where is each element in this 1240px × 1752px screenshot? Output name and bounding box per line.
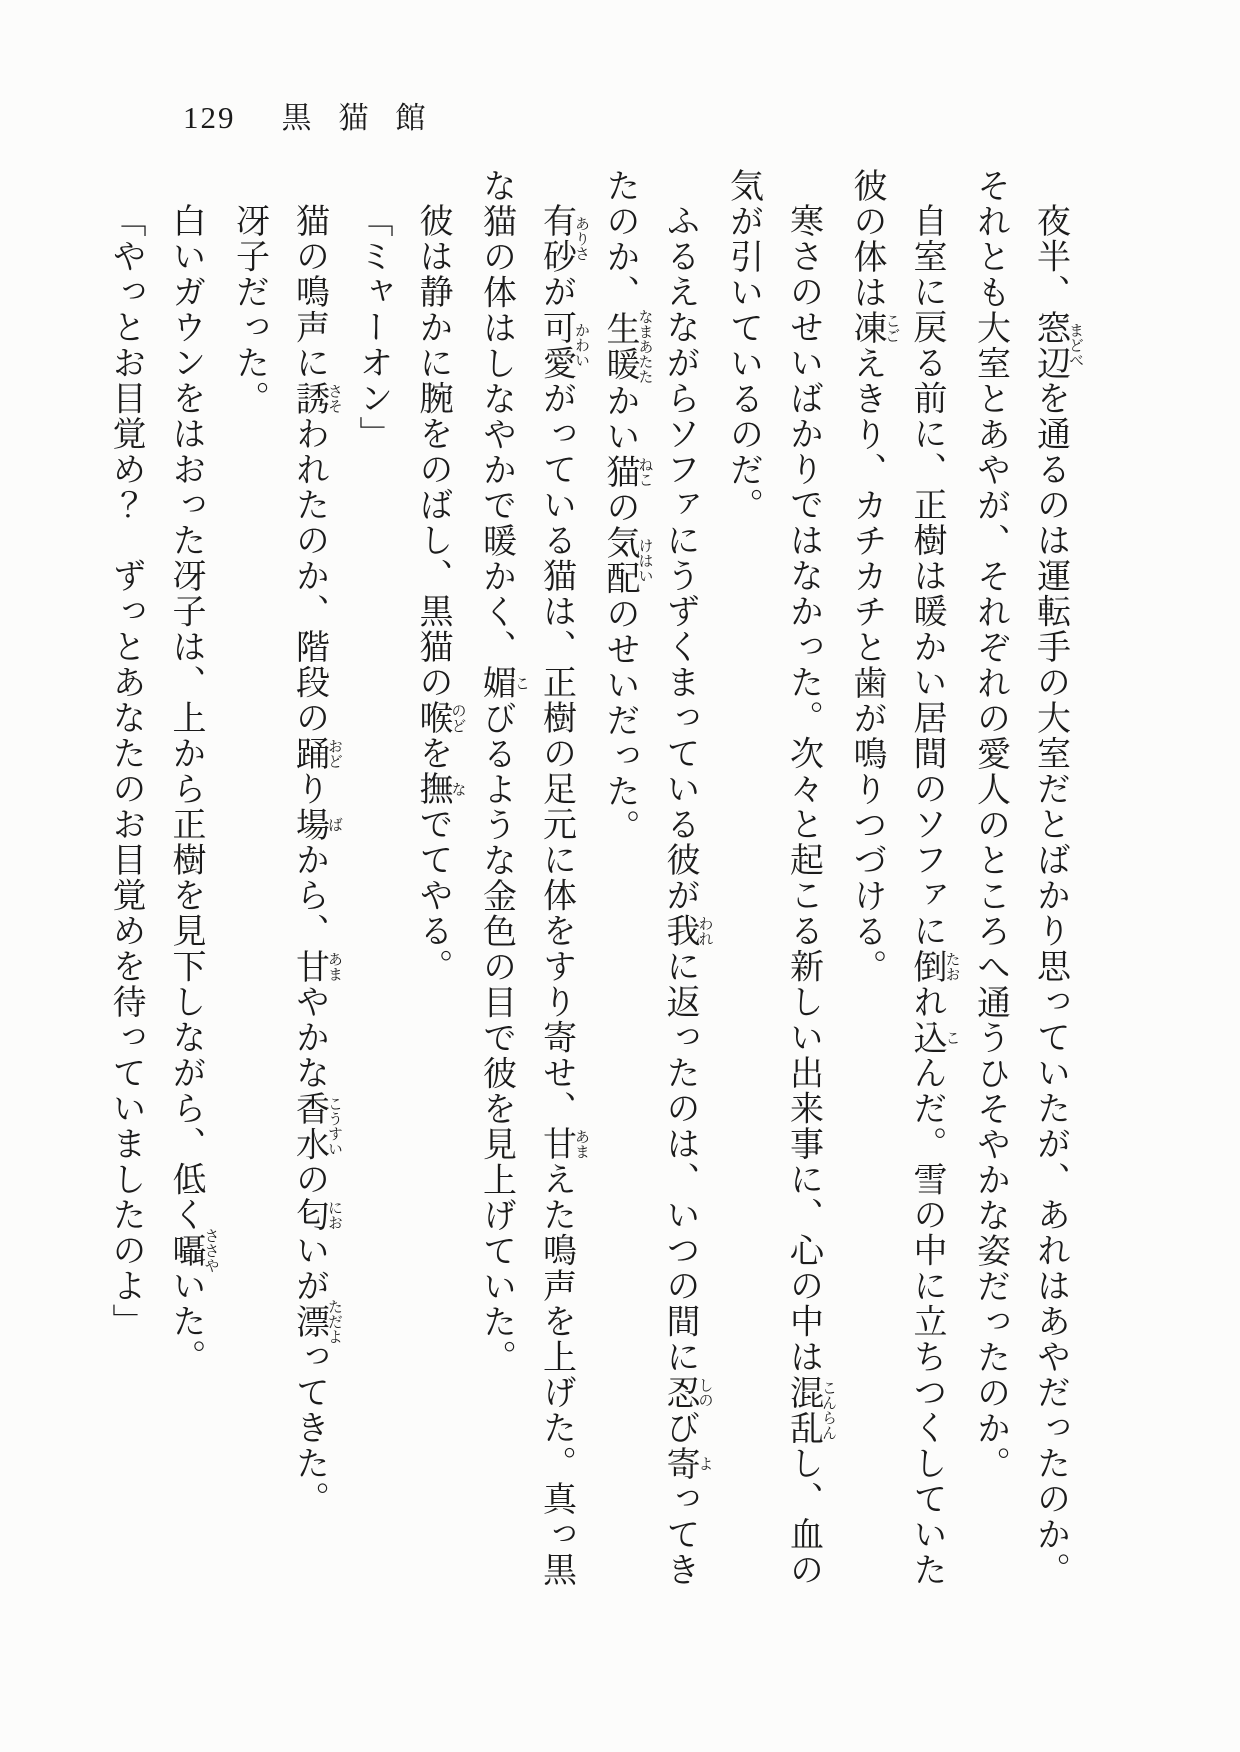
paragraph: 白いガウンをはおった冴子は、上から正樹を見下しながら、低く囁ささやいた。 xyxy=(167,203,219,1375)
paragraph: 夜半、窓辺まどべを通るのは運転手の大室だとばかり思っていたが、あれはあやだったのか。それとも大室とあやが、それぞれの愛人のところへ通うひそやかな姿だったのか。 xyxy=(971,168,1083,1588)
furigana-annotated-text: 窓辺まどべ xyxy=(1031,309,1083,381)
page-header xyxy=(183,93,453,137)
furigana: かわい xyxy=(573,309,589,381)
furigana-annotated-text: 甘あま xyxy=(290,948,342,984)
furigana-annotated-text: 媚こ xyxy=(477,665,529,701)
furigana-annotated-text: 倒たお xyxy=(908,948,960,984)
furigana: こ xyxy=(513,665,529,701)
furigana: あま xyxy=(573,1126,589,1162)
furigana: ささや xyxy=(202,1227,219,1273)
furigana-annotated-text: 漂ただよ xyxy=(290,1298,342,1344)
furigana-annotated-text: 撫な xyxy=(414,771,466,807)
paragraph: 彼は静かに腕をのばし、黒猫の喉のどを撫なでてやる。 xyxy=(414,203,466,984)
furigana-annotated-text: 有砂ありさ xyxy=(537,203,589,274)
furigana-annotated-text: 誘さそ xyxy=(290,380,342,416)
furigana-annotated-text: 凍こご xyxy=(848,310,900,346)
furigana-annotated-text: 喉のど xyxy=(414,700,466,736)
furigana-annotated-text: 生暖なまあたた xyxy=(601,309,653,384)
paragraph: 自室に戻る前に、正樹は暖かい居間のソファに倒たおれ込こんだ。雪の中に立ちつくしていた彼の体は凍こごえきり、カチカチと歯が鳴りつづける。 xyxy=(848,168,960,1588)
furigana: こんらん xyxy=(820,1374,836,1446)
furigana-annotated-text: 囁ささや xyxy=(167,1227,219,1273)
furigana-annotated-text: 忍しの xyxy=(661,1374,713,1410)
furigana: こご xyxy=(883,310,900,346)
paragraph: 寒さのせいばかりではなかった。次々と起こる新しい出来事に、心の中は混乱こんらんし、血の気が引いているのだ。 xyxy=(724,168,836,1588)
furigana: こうすい xyxy=(326,1090,342,1162)
paragraph: 猫の鳴声に誘さそわれたのか、階段の踊おどり場ばから、甘あまやかな香水こうすいの匂においが漂ただよってきた。 xyxy=(290,203,342,1517)
furigana-annotated-text: 寄よ xyxy=(661,1445,713,1481)
paragraph: ふるえながらソファにうずくまっている彼が我われに返ったのは、いつの間に忍しのび寄よってきたのか、生暖なまあたたかい猫ねこの気配けはいのせいだった。 xyxy=(601,168,713,1588)
furigana: けはい xyxy=(636,525,653,596)
furigana: さそ xyxy=(326,380,342,416)
running-title: 黒猫館 xyxy=(281,102,453,135)
furigana: まどべ xyxy=(1067,309,1083,381)
furigana: よ xyxy=(696,1445,713,1481)
furigana: ただよ xyxy=(326,1298,342,1344)
furigana-annotated-text: 可愛かわい xyxy=(537,309,589,381)
furigana: おど xyxy=(326,735,342,771)
furigana-annotated-text: 混乱こんらん xyxy=(784,1374,836,1446)
furigana-annotated-text: 我われ xyxy=(661,913,713,949)
furigana-annotated-text: 猫ねこ xyxy=(601,454,653,490)
furigana-annotated-text: 込こ xyxy=(908,1019,960,1055)
furigana-annotated-text: 匂にお xyxy=(290,1197,342,1233)
furigana-annotated-text: 香水こうすい xyxy=(290,1090,342,1162)
paragraph: 「ミャーオン」 xyxy=(354,203,391,452)
furigana: ば xyxy=(326,806,342,842)
paragraph: 冴子だった。 xyxy=(230,203,268,416)
furigana: たお xyxy=(943,948,960,984)
furigana: にお xyxy=(326,1197,342,1233)
furigana: な xyxy=(449,771,466,807)
furigana: のど xyxy=(449,700,466,736)
paragraph: 「やっとお目覚め？ ずっとあなたのお目覚めを待っていましたのよ」 xyxy=(107,203,144,1339)
page-number: 129 xyxy=(183,100,236,135)
furigana: ありさ xyxy=(573,203,589,274)
furigana-annotated-text: 踊おど xyxy=(290,735,342,771)
furigana: しの xyxy=(696,1374,713,1410)
body-text xyxy=(107,168,1083,1604)
paragraph: 有砂ありさが可愛かわいがっている猫は、正樹の足元に体をすり寄せ、甘あまえた鳴声を上げた。真っ黒な猫の体はしなやかで暖かく、媚こびるような金色の目で彼を見上げていた。 xyxy=(477,168,589,1588)
furigana: こ xyxy=(943,1019,960,1055)
furigana: なまあたた xyxy=(636,309,653,384)
furigana-annotated-text: 甘あま xyxy=(537,1126,589,1162)
furigana: あま xyxy=(326,948,342,984)
furigana: ねこ xyxy=(636,454,653,490)
furigana: われ xyxy=(696,913,713,949)
furigana-annotated-text: 場ば xyxy=(290,806,342,842)
furigana-annotated-text: 気配けはい xyxy=(601,525,653,596)
